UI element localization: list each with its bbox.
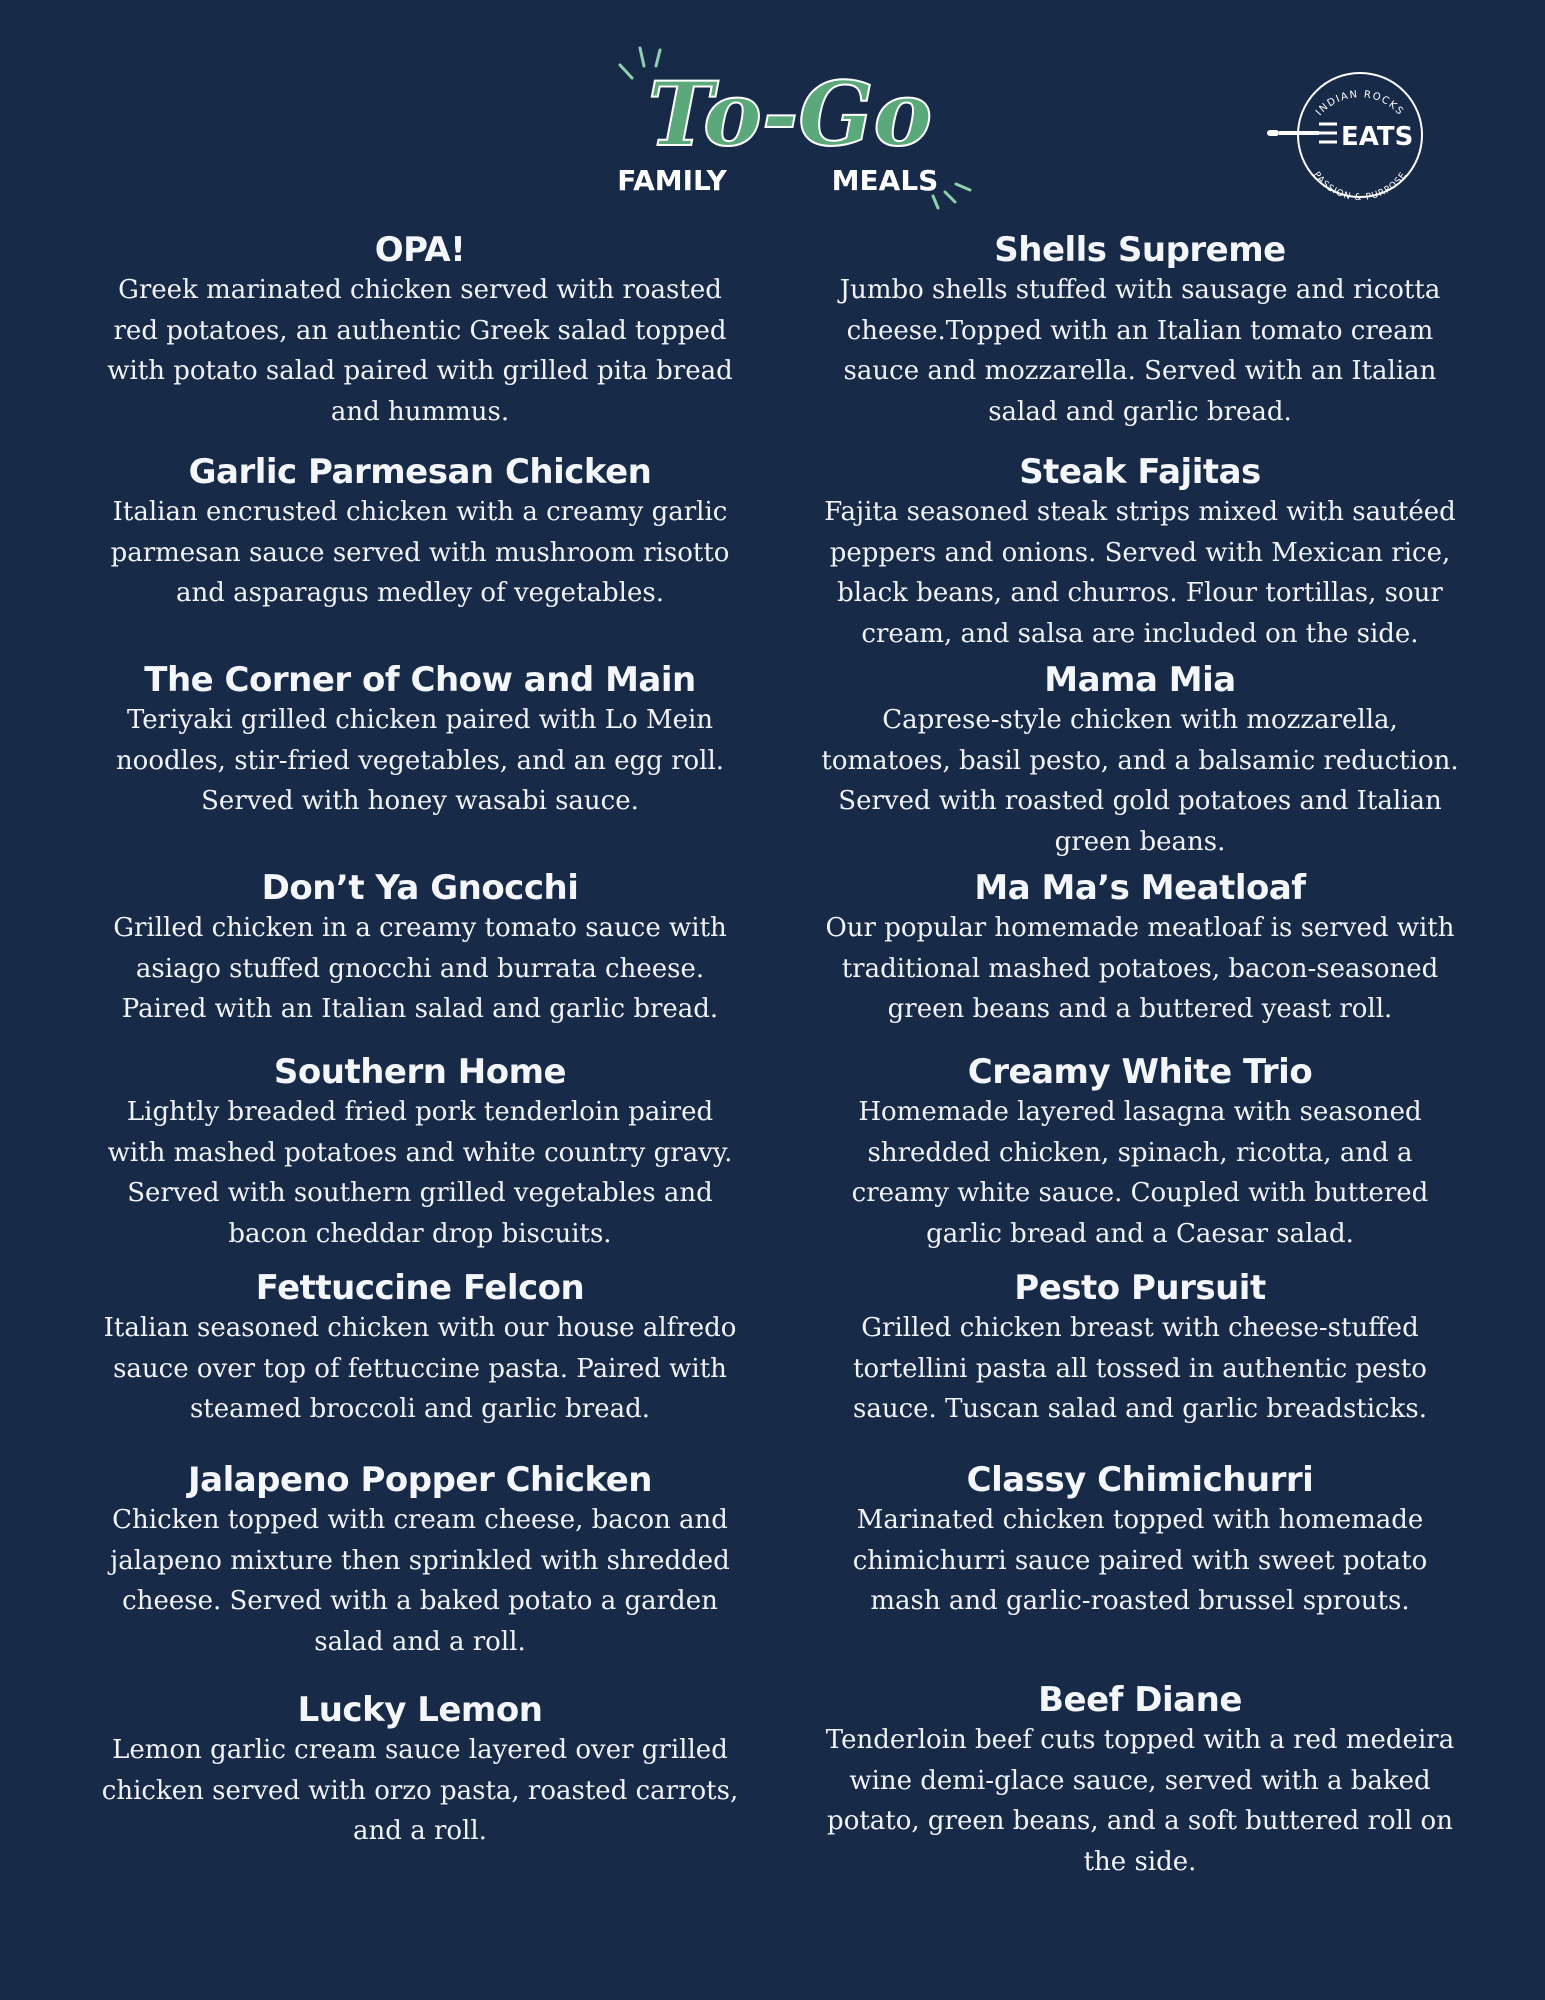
- sparkle-line-icon: [620, 65, 632, 78]
- menu-item: [90, 868, 750, 1030]
- badge-wordmark: EATS: [1341, 122, 1414, 152]
- menu-item-title: Pesto Pursuit: [1014, 1268, 1266, 1308]
- fork-icon: [1279, 131, 1319, 135]
- to-go-family-meals-logo: [600, 40, 980, 210]
- menu-item: [90, 452, 750, 614]
- menu-item-description: Lemon garlic cream sauce layered over grilled chicken served with orzo pasta, roasted carrots, and a roll.: [101, 1735, 739, 1846]
- menu-item-description: Italian seasoned chicken with our house alfredo sauce over top of fettuccine pasta. Paired with steamed broccoli and garlic bread.: [103, 1313, 737, 1424]
- menu-item-title: Jalapeno Popper Chicken: [187, 1460, 653, 1500]
- menu-item: [810, 1460, 1470, 1622]
- menu-item-title: The Corner of Chow and Main: [144, 660, 696, 700]
- svg-text:PASSION & PURPOSE: [1311, 170, 1409, 203]
- menu-item-title: OPA!: [374, 230, 466, 270]
- fork-handle-icon: [1267, 130, 1279, 136]
- menu-item-title: Shells Supreme: [994, 230, 1286, 270]
- sparkle-line-icon: [956, 184, 970, 190]
- menu-item: [90, 1268, 750, 1430]
- menu-item: [810, 1680, 1470, 1882]
- menu-item: [90, 660, 750, 822]
- menu-item-description: Greek marinated chicken served with roasted red potatoes, an authentic Greek salad topped with potato salad paired with grilled pita bread and hummus.: [107, 275, 733, 427]
- menu-item: [90, 1052, 750, 1254]
- menu-item-description: Tenderloin beef cuts topped with a red medeira wine demi-glace sauce, served with a baked potato, green beans, and a soft buttered roll on the side.: [825, 1725, 1455, 1877]
- menu-item-description: Grilled chicken in a creamy tomato sauce with asiago stuffed gnocchi and burrata cheese. Paired with an Italian salad and garlic bread.: [113, 913, 727, 1024]
- script-title: To-Go: [647, 62, 933, 166]
- menu-item-description: Italian encrusted chicken with a creamy garlic parmesan sauce served with mushroom risotto and asparagus medley of vegetables.: [110, 497, 730, 608]
- subtitle-family: FAMILY: [617, 164, 727, 197]
- menu-item: [810, 230, 1470, 432]
- menu-item-description: Grilled chicken breast with cheese-stuffed tortellini pasta all tossed in authentic pesto sauce. Tuscan salad and garlic breadsticks.: [853, 1313, 1427, 1424]
- menu-item-title: Steak Fajitas: [1019, 452, 1261, 492]
- badge-top-text: INDIAN ROCKS: [1313, 89, 1406, 119]
- menu-item-title: Creamy White Trio: [967, 1052, 1313, 1092]
- menu-item: [90, 230, 750, 432]
- menu-item-title: Mama Mia: [1044, 660, 1236, 700]
- sparkle-line-icon: [640, 48, 644, 66]
- menu-item: [810, 1052, 1470, 1254]
- sparkle-line-icon: [933, 196, 938, 208]
- menu-item-title: Ma Ma’s Meatloaf: [974, 868, 1306, 908]
- menu-item-title: Fettuccine Felcon: [255, 1268, 585, 1308]
- indian-rocks-eats-badge: [1265, 60, 1445, 210]
- page-header: [0, 0, 1545, 220]
- menu-item: [810, 660, 1470, 862]
- menu-item-title: Lucky Lemon: [297, 1690, 543, 1730]
- sparkle-line-icon: [945, 192, 955, 202]
- menu-item-description: Lightly breaded fried pork tenderloin paired with mashed potatoes and white country gravy. Served with southern grilled vegetables and bacon cheddar drop biscuits.: [107, 1097, 733, 1249]
- menu-item: [810, 868, 1470, 1030]
- menu-item-title: Don’t Ya Gnocchi: [261, 868, 579, 908]
- menu-item: [90, 1690, 750, 1852]
- menu-item-description: Jumbo shells stuffed with sausage and ricotta cheese.Topped with an Italian tomato cream sauce and mozzarella. Served with an Italian salad and garlic bread.: [839, 275, 1441, 427]
- menu-item-description: Marinated chicken topped with homemade chimichurri sauce paired with sweet potato mash and garlic-roasted brussel sprouts.: [852, 1505, 1428, 1616]
- menu-item-title: Garlic Parmesan Chicken: [188, 452, 652, 492]
- menu-item-description: Our popular homemade meatloaf is served with traditional mashed potatoes, bacon-seasoned green beans and a buttered yeast roll.: [825, 913, 1455, 1024]
- menu-item: [810, 452, 1470, 654]
- svg-text:INDIAN ROCKS: [1314, 89, 1406, 118]
- badge-bottom-text: PASSION & PURPOSE: [1310, 170, 1410, 204]
- menu-item-description: Homemade layered lasagna with seasoned shredded chicken, spinach, ricotta, and a creamy white sauce. Coupled with buttered garlic bread and a Caesar salad.: [851, 1097, 1429, 1249]
- menu-item-title: Classy Chimichurri: [966, 1460, 1314, 1500]
- subtitle-meals: MEALS: [831, 164, 939, 197]
- menu-item: [90, 1460, 750, 1662]
- menu-item-description: Caprese-style chicken with mozzarella, tomatoes, basil pesto, and a balsamic reduction. Served with roasted gold potatoes and Italian green beans.: [821, 705, 1459, 857]
- menu-item-description: Teriyaki grilled chicken paired with Lo Mein noodles, stir-fried vegetables, and an egg roll. Served with honey wasabi sauce.: [115, 705, 725, 816]
- menu-item-description: Fajita seasoned steak strips mixed with sautéed peppers and onions. Served with Mexican rice, black beans, and churros. Flour tortillas, sour cream, and salsa are included on the side.: [824, 497, 1456, 649]
- menu-item-title: Southern Home: [273, 1052, 567, 1092]
- menu-item-title: Beef Diane: [1038, 1680, 1242, 1720]
- menu-item-description: Chicken topped with cream cheese, bacon and jalapeno mixture then sprinkled with shredded cheese. Served with a baked potato a garden salad and a roll.: [110, 1505, 730, 1657]
- menu-item: [810, 1268, 1470, 1430]
